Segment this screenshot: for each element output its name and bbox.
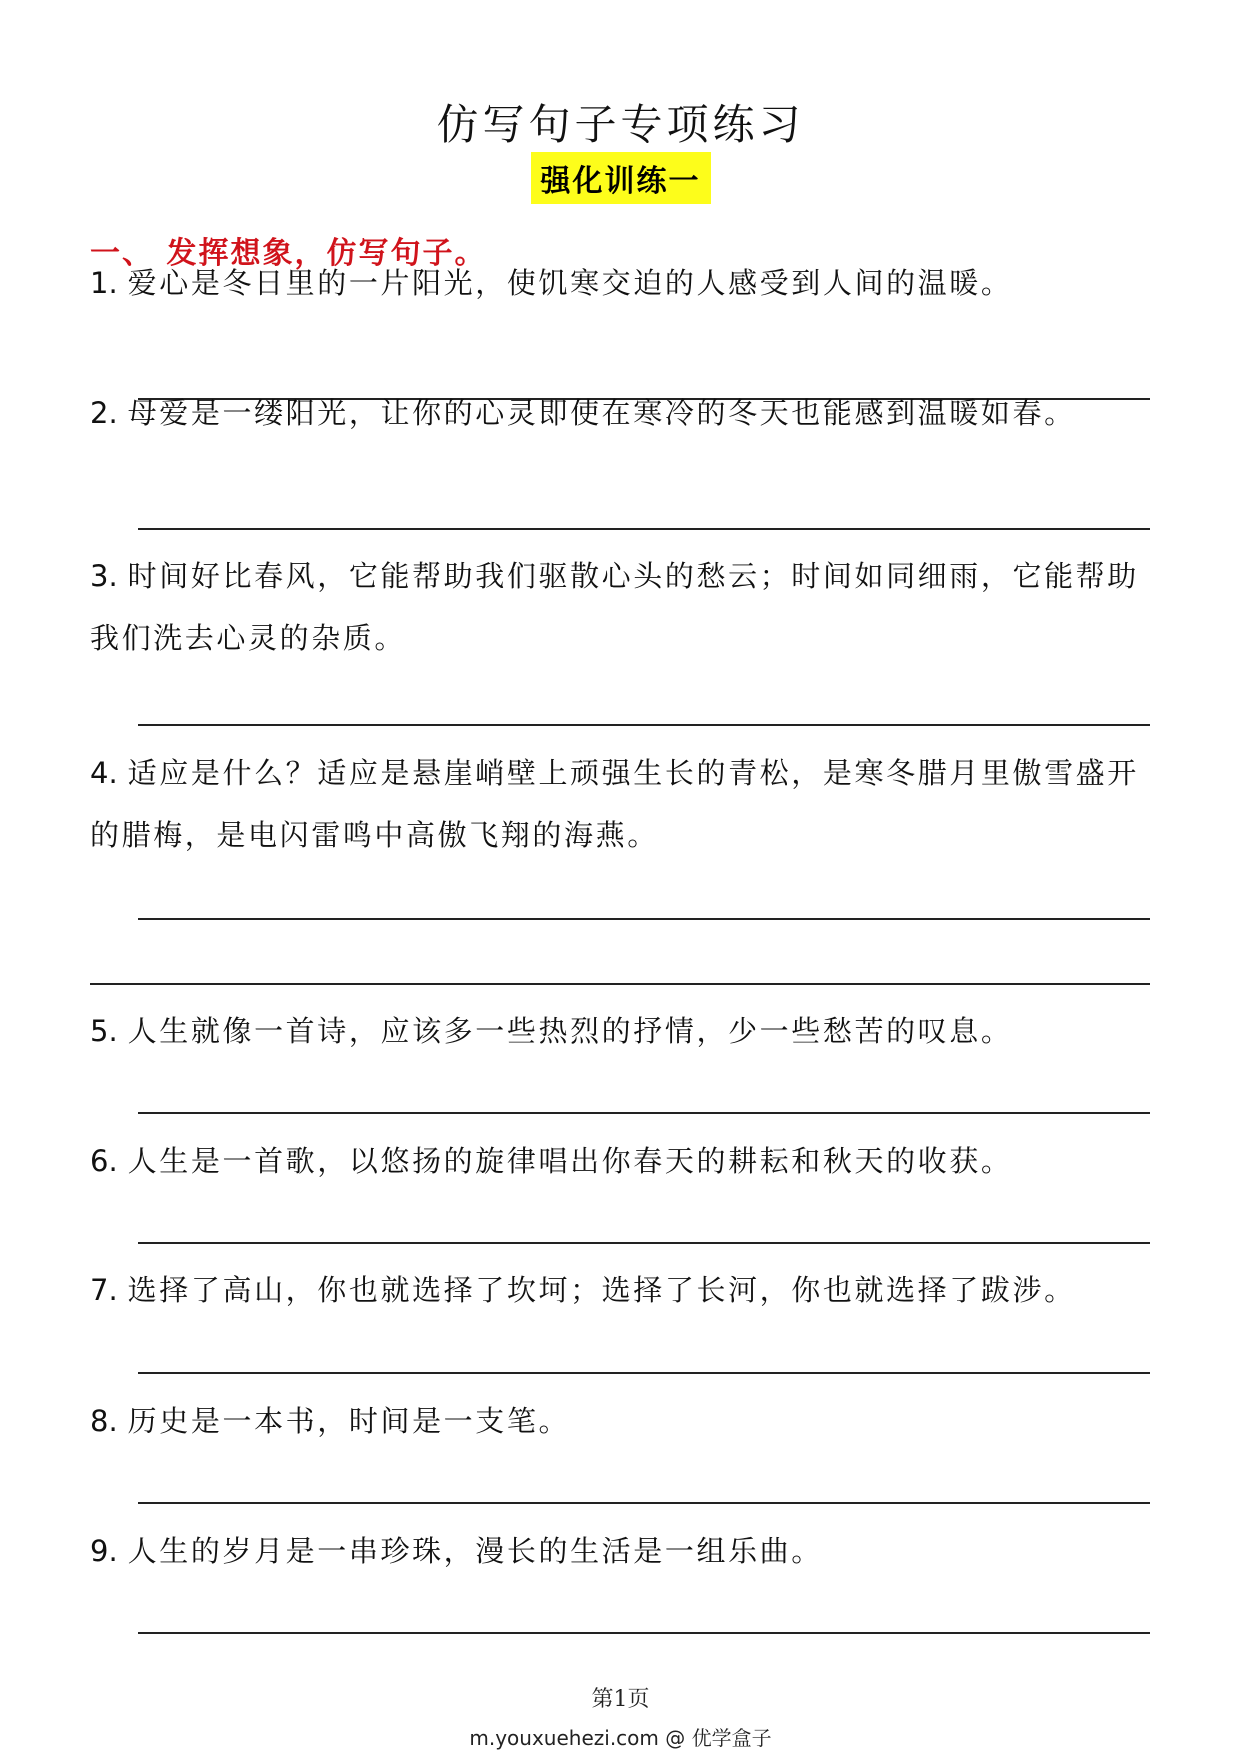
question-3 xyxy=(90,545,1150,669)
question-7 xyxy=(90,1259,1150,1321)
question-1 xyxy=(90,252,1150,314)
question-text: 历史是一本书，时间是一支笔。 xyxy=(127,1404,571,1438)
question-4 xyxy=(90,742,1150,866)
answer-line xyxy=(138,1372,1150,1374)
answer-line xyxy=(138,1242,1150,1244)
question-number: 6. xyxy=(90,1144,118,1178)
question-number: 8. xyxy=(90,1404,118,1438)
answer-line xyxy=(90,983,1150,985)
answer-line xyxy=(138,528,1150,530)
question-text: 选择了高山，你也就选择了坎坷；选择了长河，你也就选择了跋涉。 xyxy=(127,1273,1076,1307)
question-number: 2. xyxy=(90,396,118,430)
question-8 xyxy=(90,1390,1150,1452)
subtitle-highlight: 强化训练一 xyxy=(531,152,711,204)
question-text: 适应是什么？适应是悬崖峭壁上顽强生长的青松，是寒冬腊月里傲雪盛开的腊梅，是电闪雷鸣中高傲飞翔的海燕。 xyxy=(90,756,1139,852)
answer-line xyxy=(138,724,1150,726)
question-text: 时间好比春风，它能帮助我们驱散心头的愁云；时间如同细雨，它能帮助我们洗去心灵的杂质。 xyxy=(90,559,1139,655)
question-text: 人生是一首歌，以悠扬的旋律唱出你春天的耕耘和秋天的收获。 xyxy=(127,1144,1013,1178)
question-text: 人生的岁月是一串珍珠，漫长的生活是一组乐曲。 xyxy=(127,1534,823,1568)
question-text: 爱心是冬日里的一片阳光，使饥寒交迫的人感受到人间的温暖。 xyxy=(127,266,1013,300)
question-number: 4. xyxy=(90,756,118,790)
answer-line xyxy=(138,1502,1150,1504)
question-text: 人生就像一首诗，应该多一些热烈的抒情，少一些愁苦的叹息。 xyxy=(127,1014,1013,1048)
question-text: 母爱是一缕阳光，让你的心灵即使在寒冷的冬天也能感到温暖如春。 xyxy=(127,396,1076,430)
page-number: 第1页 xyxy=(591,1687,650,1712)
question-9 xyxy=(90,1520,1150,1582)
question-5 xyxy=(90,1000,1150,1062)
question-number: 3. xyxy=(90,559,118,593)
page-title: 仿写句子专项练习 xyxy=(436,100,805,149)
section-heading: 一、 发挥想象，仿写句子。 xyxy=(90,236,487,271)
question-number: 9. xyxy=(90,1534,118,1568)
question-number: 7. xyxy=(90,1273,118,1307)
question-2 xyxy=(90,382,1150,444)
question-number: 5. xyxy=(90,1014,118,1048)
answer-line xyxy=(138,1112,1150,1114)
answer-line xyxy=(138,918,1150,920)
answer-line xyxy=(138,1632,1150,1634)
question-6 xyxy=(90,1130,1150,1192)
subtitle-container xyxy=(0,152,1241,204)
question-number: 1. xyxy=(90,266,118,300)
site-watermark: m.youxuehezi.com @ 优学盒子 xyxy=(469,1726,772,1750)
